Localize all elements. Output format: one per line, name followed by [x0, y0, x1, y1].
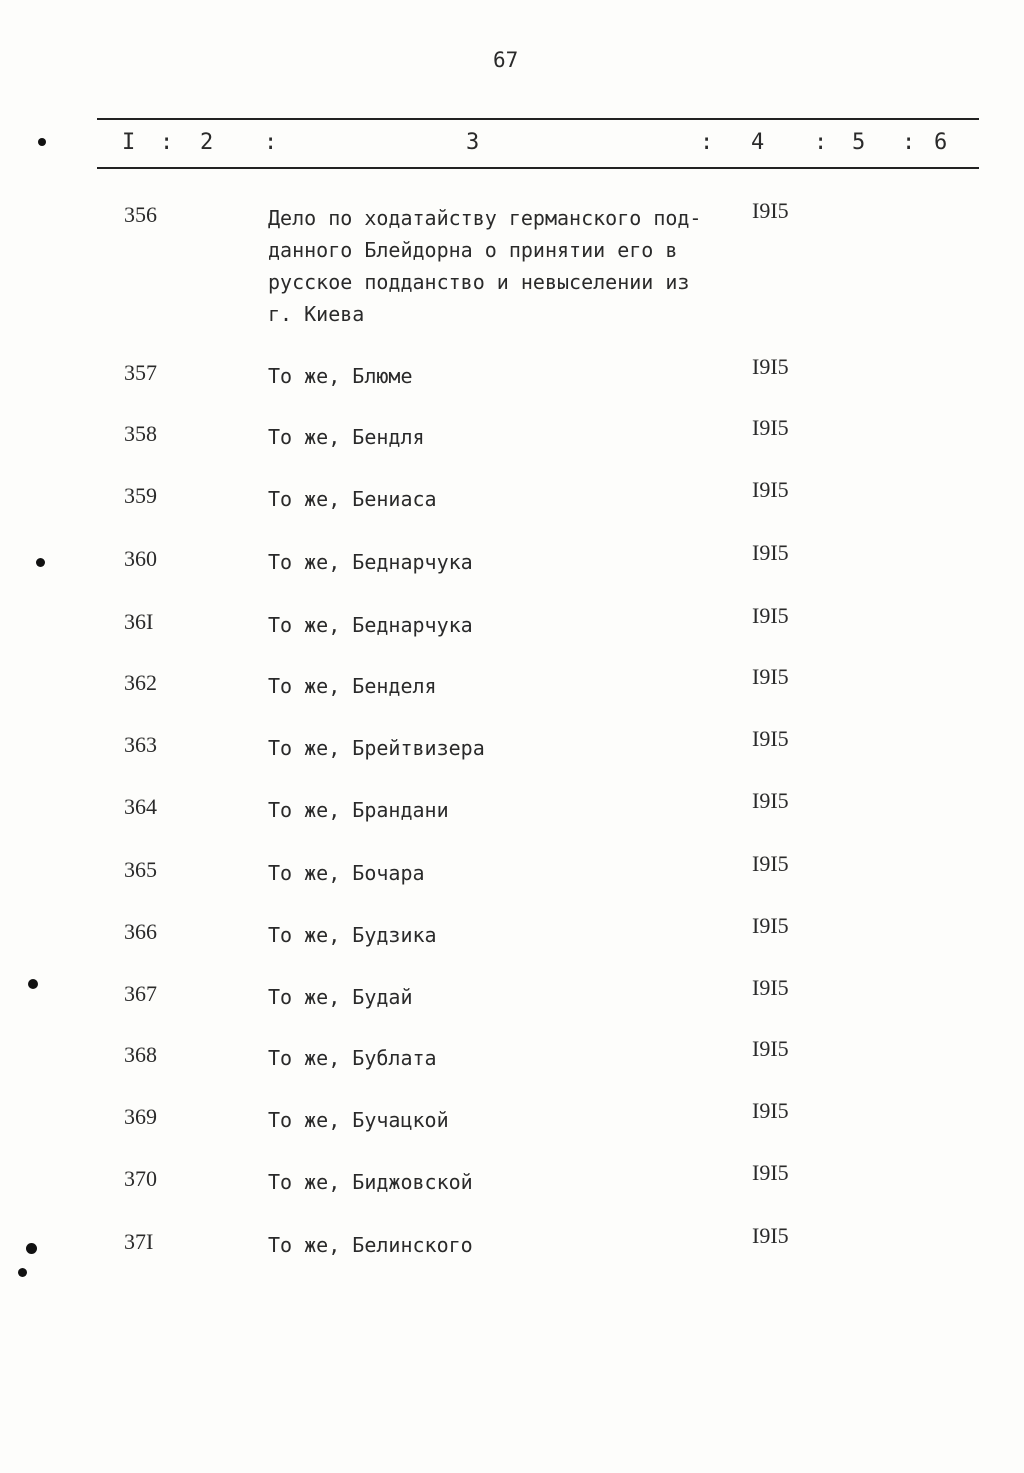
table-row — [0, 664, 1024, 710]
header-col-4: 4 — [751, 130, 765, 155]
row-number: 364 — [124, 794, 157, 819]
table-row — [0, 726, 1024, 772]
header-separator-2: : — [264, 130, 278, 155]
punch-hole-mark — [18, 1268, 27, 1277]
row-title: То же, Будзика — [268, 923, 437, 947]
row-number: 357 — [124, 360, 157, 385]
row-year: I9I5 — [752, 1036, 789, 1061]
punch-hole-mark — [26, 1243, 37, 1254]
punch-hole-mark — [36, 558, 45, 567]
row-title: То же, Брандани — [268, 798, 449, 822]
row-number: 36I — [124, 609, 154, 634]
table-row — [0, 913, 1024, 959]
row-year: I9I5 — [752, 415, 789, 440]
row-title: То же, Биджовской — [268, 1170, 473, 1194]
header-col-3: 3 — [466, 130, 480, 155]
header-separator-1: : — [160, 130, 174, 155]
row-year: I9I5 — [752, 788, 789, 813]
row-title: То же, Бучацкой — [268, 1108, 449, 1132]
row-number: 366 — [124, 919, 157, 944]
table-row — [0, 1223, 1024, 1269]
header-col-2: 2 — [200, 130, 214, 155]
row-year: I9I5 — [752, 198, 789, 223]
row-title: То же, Бениаса — [268, 487, 437, 511]
row-number: 367 — [124, 981, 157, 1006]
table-row — [0, 1160, 1024, 1206]
row-title: То же, Беднарчука — [268, 550, 473, 574]
table-header-bottom-rule — [97, 167, 979, 169]
row-title: То же, Бублата — [268, 1046, 437, 1070]
row-number: 363 — [124, 732, 157, 757]
header-separator-3: : — [700, 130, 714, 155]
row-title: Дело по ходатайству германского под- данного Блейдорна о принятии его в русское подданство и невыселении из г. Киева — [268, 206, 702, 326]
row-year: I9I5 — [752, 1223, 789, 1248]
row-year: I9I5 — [752, 477, 789, 502]
row-year: I9I5 — [752, 726, 789, 751]
row-number: 369 — [124, 1104, 157, 1129]
row-year: I9I5 — [752, 975, 789, 1000]
table-row — [0, 603, 1024, 649]
row-number: 37I — [124, 1229, 154, 1254]
page-number: 67 — [493, 48, 519, 72]
table-row — [0, 415, 1024, 461]
row-number: 359 — [124, 483, 157, 508]
row-year: I9I5 — [752, 913, 789, 938]
row-year: I9I5 — [752, 1160, 789, 1185]
row-number: 365 — [124, 857, 157, 882]
row-year: I9I5 — [752, 540, 789, 565]
table-row — [0, 540, 1024, 586]
row-year: I9I5 — [752, 354, 789, 379]
row-title: То же, Бочара — [268, 861, 425, 885]
table-row — [0, 1036, 1024, 1082]
header-col-1: I — [122, 130, 136, 155]
table-row — [0, 1098, 1024, 1144]
row-title: То же, Беднарчука — [268, 613, 473, 637]
row-number: 370 — [124, 1166, 157, 1191]
punch-hole-mark — [38, 138, 46, 146]
row-number: 360 — [124, 546, 157, 571]
punch-hole-mark — [28, 979, 38, 989]
row-year: I9I5 — [752, 1098, 789, 1123]
table-row — [0, 354, 1024, 400]
table-row — [0, 477, 1024, 523]
table-row — [0, 851, 1024, 897]
row-title: То же, Будай — [268, 985, 413, 1009]
row-number: 368 — [124, 1042, 157, 1067]
row-year: I9I5 — [752, 851, 789, 876]
header-col-5: 5 — [852, 130, 866, 155]
table-row — [0, 198, 1024, 326]
header-col-6: 6 — [934, 130, 948, 155]
row-title: То же, Бендля — [268, 425, 425, 449]
row-number: 356 — [124, 202, 157, 227]
header-separator-5: : — [902, 130, 916, 155]
table-top-rule — [97, 118, 979, 120]
header-separator-4: : — [814, 130, 828, 155]
row-title: То же, Бенделя — [268, 674, 437, 698]
row-title: То же, Брейтвизера — [268, 736, 485, 760]
row-year: I9I5 — [752, 603, 789, 628]
row-number: 362 — [124, 670, 157, 695]
table-row — [0, 975, 1024, 1021]
row-year: I9I5 — [752, 664, 789, 689]
row-number: 358 — [124, 421, 157, 446]
row-title: То же, Блюме — [268, 364, 413, 388]
table-row — [0, 788, 1024, 834]
row-title: То же, Белинского — [268, 1233, 473, 1257]
